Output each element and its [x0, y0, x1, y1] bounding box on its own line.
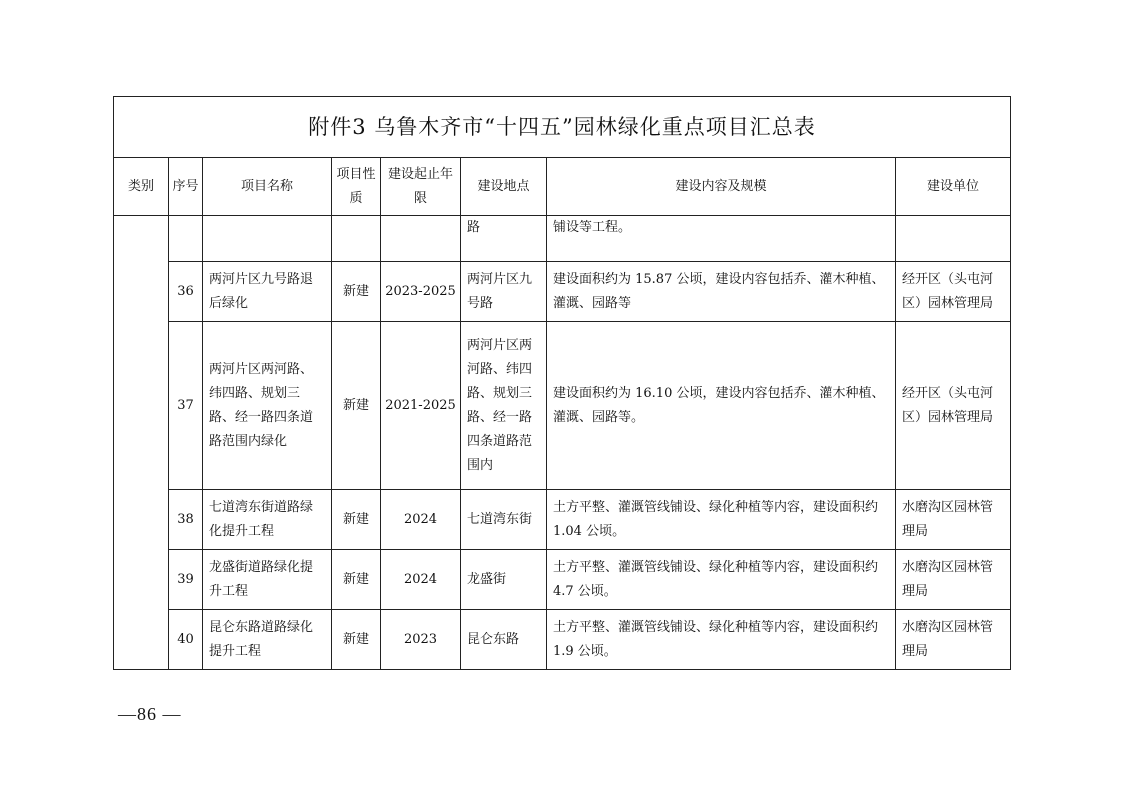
header-category: 类别: [114, 158, 169, 216]
table-row: [114, 322, 1011, 490]
nature-cell: 新建: [332, 262, 381, 322]
table-row: [114, 550, 1011, 610]
unit-cell: 水磨沟区园林管理局: [896, 550, 1011, 610]
header-period: 建设起止年限: [381, 158, 461, 216]
table-row: [114, 610, 1011, 670]
unit-cell: 水磨沟区园林管理局: [896, 610, 1011, 670]
unit-cell: 经开区（头屯河区）园林管理局: [896, 322, 1011, 490]
content-cell: 建设面积约为 15.87 公顷，建设内容包括乔、灌木种植、灌溉、园路等: [547, 262, 896, 322]
location-cell: 路: [461, 216, 547, 262]
nature-cell: 新建: [332, 550, 381, 610]
name-cell: [203, 216, 332, 262]
name-cell: 两河片区九号路退后绿化: [203, 262, 332, 322]
table-title: 附件3 乌鲁木齐市“十四五”园林绿化重点项目汇总表: [114, 97, 1011, 158]
header-location: 建设地点: [461, 158, 547, 216]
seq-cell: [169, 216, 203, 262]
seq-cell: 38: [169, 490, 203, 550]
table-row: [114, 262, 1011, 322]
header-nature: 项目性质: [332, 158, 381, 216]
header-name: 项目名称: [203, 158, 332, 216]
category-cell: [114, 216, 169, 670]
nature-cell: 新建: [332, 322, 381, 490]
nature-cell: [332, 216, 381, 262]
nature-cell: 新建: [332, 610, 381, 670]
name-cell: 七道湾东街道路绿化提升工程: [203, 490, 332, 550]
name-cell: 昆仑东路道路绿化提升工程: [203, 610, 332, 670]
period-cell: 2023-2025: [381, 262, 461, 322]
unit-cell: 经开区（头屯河区）园林管理局: [896, 262, 1011, 322]
seq-cell: 36: [169, 262, 203, 322]
period-cell: 2021-2025: [381, 322, 461, 490]
content-cell: 土方平整、灌溉管线铺设、绿化种植等内容，建设面积约 1.04 公顷。: [547, 490, 896, 550]
page-number: —86 —: [118, 704, 182, 724]
header-row: [114, 158, 1011, 216]
period-cell: 2024: [381, 550, 461, 610]
location-cell: 龙盛街: [461, 550, 547, 610]
name-cell: 龙盛街道路绿化提升工程: [203, 550, 332, 610]
location-cell: 两河片区两河路、纬四路、规划三路、经一路四条道路范围内: [461, 322, 547, 490]
location-cell: 七道湾东街: [461, 490, 547, 550]
content-cell: 建设面积约为 16.10 公顷，建设内容包括乔、灌木种植、灌溉、园路等。: [547, 322, 896, 490]
unit-cell: 水磨沟区园林管理局: [896, 490, 1011, 550]
project-summary-table: [113, 96, 1011, 670]
content-cell: 铺设等工程。: [547, 216, 896, 262]
table-row: [114, 216, 1011, 262]
period-cell: [381, 216, 461, 262]
header-unit: 建设单位: [896, 158, 1011, 216]
location-cell: 两河片区九号路: [461, 262, 547, 322]
content-cell: 土方平整、灌溉管线铺设、绿化种植等内容，建设面积约 1.9 公顷。: [547, 610, 896, 670]
location-cell: 昆仑东路: [461, 610, 547, 670]
period-cell: 2023: [381, 610, 461, 670]
nature-cell: 新建: [332, 490, 381, 550]
header-seq: 序号: [169, 158, 203, 216]
seq-cell: 39: [169, 550, 203, 610]
content-cell: 土方平整、灌溉管线铺设、绿化种植等内容，建设面积约 4.7 公顷。: [547, 550, 896, 610]
name-cell: 两河片区两河路、纬四路、规划三路、经一路四条道路范围内绿化: [203, 322, 332, 490]
seq-cell: 37: [169, 322, 203, 490]
unit-cell: [896, 216, 1011, 262]
seq-cell: 40: [169, 610, 203, 670]
table-row: [114, 490, 1011, 550]
period-cell: 2024: [381, 490, 461, 550]
header-content: 建设内容及规模: [547, 158, 896, 216]
